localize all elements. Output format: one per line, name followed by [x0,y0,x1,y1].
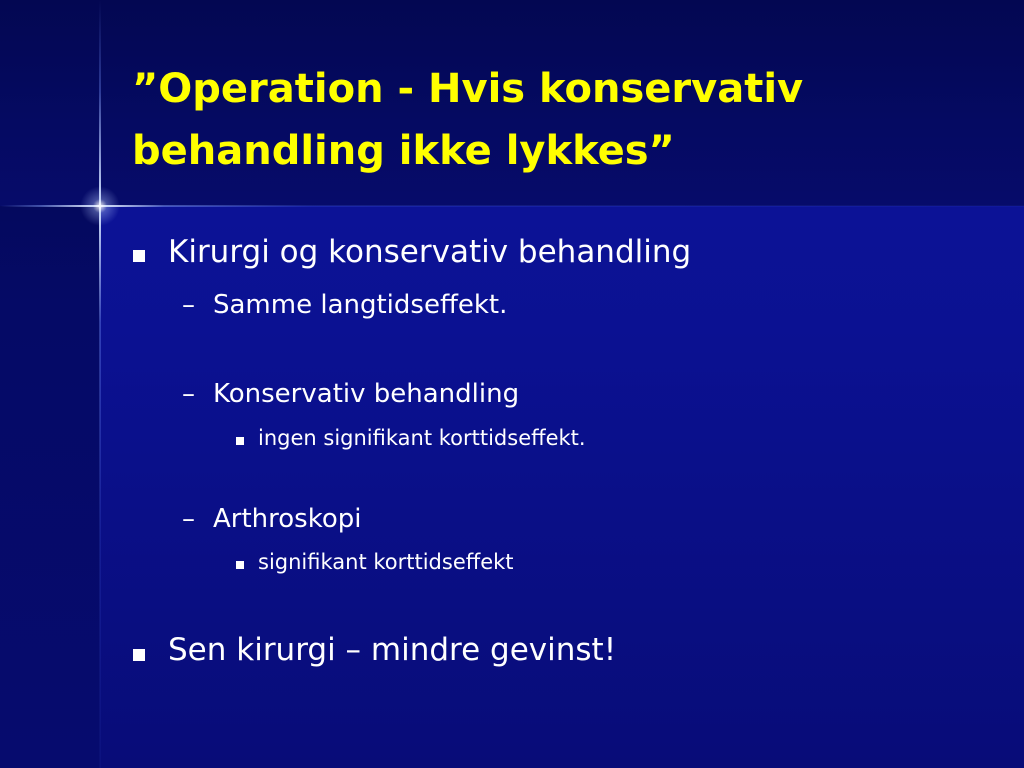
square-bullet-icon [236,437,244,445]
sub-bullet-item: Samme langtidseffekt. [213,290,508,320]
dash-bullet: – [182,379,195,409]
sub-sub-bullet-item: signifikant korttidseffekt [258,550,514,574]
slide-title: ”Operation - Hvis konservativ behandling ikke lykkes” [132,66,804,174]
square-bullet-icon [236,561,244,569]
bullet-item: Sen kirurgi – mindre gevinst! [168,632,617,668]
dash-bullet: – [182,290,195,320]
square-bullet-icon [133,250,145,262]
vertical-accent-line [99,0,101,768]
sub-bullet-item: Konservativ behandling [213,379,520,409]
sub-sub-bullet-item: ingen signifikant korttidseffekt. [258,426,586,450]
sub-bullet-item: Arthroskopi [213,504,362,534]
square-bullet-icon [133,649,145,661]
bullet-item: Kirurgi og konservativ behandling [168,234,692,270]
sparkle-star-icon [80,186,120,226]
horizontal-accent-line [0,205,1024,207]
dash-bullet: – [182,504,195,534]
